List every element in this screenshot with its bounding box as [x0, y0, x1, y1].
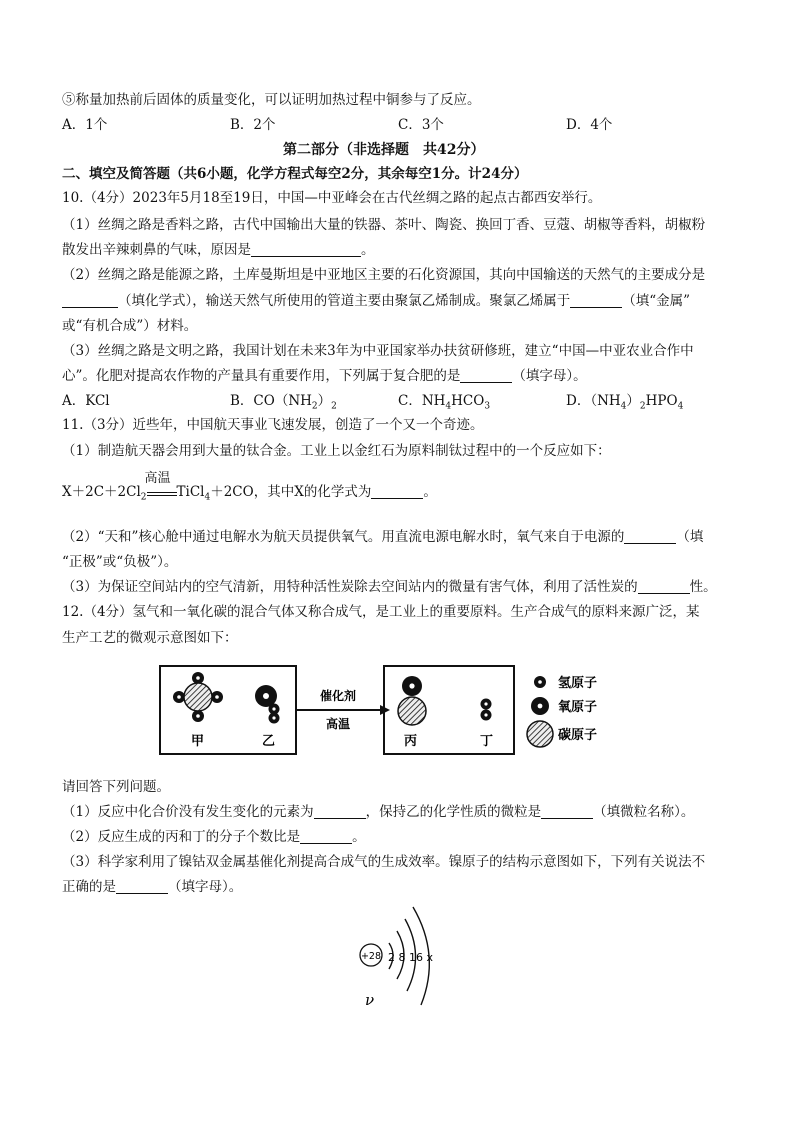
- q12-part1-text-c: （填微粒名称）。: [593, 804, 695, 820]
- prev-option-c: C．3个: [398, 117, 444, 133]
- q12-part1: [62, 802, 694, 822]
- q10-option-c-text: C．NH: [398, 393, 446, 409]
- q10-option-d-sub: 4: [620, 401, 627, 412]
- q11-answer-blank-1[interactable]: [371, 484, 423, 499]
- q10-option-d-text: D．（NH: [566, 393, 621, 409]
- part2-heading: 第二部分（非选择题 共42分）: [283, 142, 485, 158]
- q10-part2-line3: 或“有机合成”）材料。: [62, 318, 198, 334]
- q10-stem: 10.（4分）2023年5月18至19日，中国—中亚峰会在古代丝绸之路的起点古都西安举行。: [62, 190, 602, 206]
- q11-eq-right: TiCl: [176, 484, 205, 500]
- q11-part3: [62, 577, 717, 597]
- q11-eq-left-sub: 2: [140, 492, 147, 503]
- q10-part1-line2: [62, 240, 375, 260]
- q11-eq-end: 。: [423, 484, 437, 500]
- nickel-atom-diagram: [355, 905, 455, 1015]
- q11-eq-equals-sign: [147, 492, 177, 496]
- q10-answer-blank-1[interactable]: [251, 242, 361, 257]
- q12-part3-line1: （3）科学家利用了镍钴双金属基催化剂提高合成气的生成效率。镍原子的结构示意图如下，下列有关说法不: [62, 854, 706, 870]
- hydrogen-molecule: [481, 699, 492, 721]
- carbon-monoxide-molecule: [398, 676, 426, 725]
- q10-option-d-text3: HPO: [645, 393, 678, 409]
- q11-part3-text-b: 性。: [689, 579, 717, 595]
- q10-option-b-sub2: 2: [331, 401, 337, 412]
- q12-answer-blank-3[interactable]: [300, 829, 352, 844]
- q12-answer-blank-4[interactable]: [116, 879, 168, 894]
- q12-part2: [62, 827, 366, 847]
- arrow-catalyst-label: 催化剂: [320, 689, 357, 703]
- q10-part3-text-b: （填字母）。: [512, 368, 587, 384]
- q11-part2-text-b: （填: [676, 529, 704, 545]
- water-molecule: [255, 685, 280, 724]
- q10-part2-text-b: （填“金属”: [622, 293, 691, 309]
- q12-answer-blank-1[interactable]: [314, 804, 366, 819]
- q11-stem: 11.（3分）近些年，中国航天事业飞速发展，创造了一个又一个奇迹。: [62, 417, 484, 433]
- legend-carbon-icon: [527, 721, 553, 747]
- legend: [527, 675, 597, 747]
- q12-prompt: 请回答下列问题。: [62, 779, 170, 795]
- reaction-diagram: [158, 660, 628, 760]
- prev-item-5: ⑤称量加热前后固体的质量变化，可以证明加热过程中铜参与了反应。: [62, 92, 481, 108]
- q10-answer-blank-2[interactable]: [62, 293, 118, 308]
- methane-molecule: [173, 672, 223, 722]
- prev-option-a: A．1个: [62, 117, 108, 133]
- label-jia: 甲: [191, 734, 205, 749]
- q12-stem-line2: 生产工艺的微观示意图如下：: [62, 630, 238, 646]
- legend-carbon-label: 碳原子: [558, 728, 598, 743]
- q10-option-c: [398, 391, 490, 417]
- q11-part3-text-a: （3）为保证空间站内的空气清新，用特种活性炭除去空间站内的微量有害气体，利用了活性炭的: [62, 579, 638, 595]
- q11-part1: （1）制造航天器会用到大量的钛合金。工业上以金红石为原料制钛过程中的一个反应如下：: [62, 443, 611, 459]
- handwritten-mark: ν: [365, 991, 375, 1009]
- q10-option-b-sub: 2: [311, 401, 318, 412]
- part2-section-title: 二、填空及简答题（共6小题，化学方程式每空2分，其余每空1分。计24分）: [62, 166, 528, 182]
- q10-option-d-text2: ）: [626, 393, 640, 409]
- q10-answer-blank-4[interactable]: [460, 368, 512, 383]
- q10-option-d: [566, 391, 683, 417]
- arrow-temperature-label: 高温: [326, 717, 351, 731]
- prev-option-b: B．2个: [230, 117, 276, 133]
- q11-equation: [62, 471, 437, 508]
- legend-hydrogen-label: 氢原子: [558, 676, 598, 691]
- q12-part3-text-a: 正确的是: [62, 879, 116, 895]
- q11-eq-condition: 高温: [144, 471, 171, 486]
- q11-part2-line1: [62, 527, 703, 547]
- q10-option-c-sub: 4: [445, 401, 452, 412]
- q10-option-d-sub3: 4: [677, 401, 684, 412]
- q12-part1-text-a: （1）反应中化合价没有发生变化的元素为: [62, 804, 314, 820]
- q10-answer-blank-3[interactable]: [570, 293, 622, 308]
- q11-answer-blank-3[interactable]: [638, 579, 690, 594]
- q10-part3-line1: （3）丝绸之路是文明之路，我国计划在未来3年为中亚国家举办扶贫研修班，建立“中国—中亚农业合作中: [62, 343, 694, 359]
- q10-part2-line2: [62, 291, 690, 311]
- label-yi: 乙: [262, 734, 276, 749]
- q11-part2-text-a: （2）“天和”核心舱中通过电解水为航天员提供氧气。用直流电源电解水时，氧气来自于电源的: [62, 529, 625, 545]
- q10-option-d-sub2: 2: [639, 401, 646, 412]
- q10-option-b-text2: ）: [317, 393, 332, 409]
- q10-part1-text: 散发出辛辣刺鼻的气味，原因是: [62, 242, 251, 258]
- q10-option-b: [230, 391, 337, 417]
- q12-stem-line1: 12.（4分）氢气和一氧化碳的混合气体又称合成气，是工业上的重要原料。生产合成气的原料来源广泛，某: [62, 604, 700, 620]
- q10-part3-line2: [62, 366, 587, 386]
- q10-part3-text-a: 心”。化肥对提高农作物的产量具有重要作用，下列属于复合肥的是: [62, 368, 461, 384]
- q12-part1-text-b: ，保持乙的化学性质的微粒是: [365, 804, 542, 820]
- q10-part2-line1: （2）丝绸之路是能源之路，土库曼斯坦是中亚地区主要的石化资源国，其向中国输送的天然气的主要成分是: [62, 267, 706, 283]
- q10-part1-end: 。: [361, 242, 375, 258]
- q10-part2-text-a: （填化学式），输送天然气所使用的管道主要由聚氯乙烯制成。聚氯乙烯属于: [118, 293, 571, 309]
- label-bing: 丙: [404, 734, 418, 749]
- q10-option-c-text2: HCO: [451, 393, 485, 409]
- prev-option-d: D．4个: [566, 117, 613, 133]
- nucleus-charge: +28: [360, 951, 382, 962]
- q12-part2-text-b: 。: [352, 829, 366, 845]
- q11-part2-line2: “正极”或“负极”）。: [62, 554, 178, 570]
- q11-eq-left: X＋2C＋2Cl: [62, 484, 141, 500]
- q10-option-c-sub2: 3: [484, 401, 491, 412]
- legend-oxygen-label: 氧原子: [558, 700, 598, 715]
- q11-answer-blank-2[interactable]: [624, 529, 676, 544]
- electron-counts: 2 8 16 x: [388, 951, 433, 964]
- q12-answer-blank-2[interactable]: [541, 804, 593, 819]
- q10-option-a: A．KCl: [62, 393, 110, 409]
- q12-part2-text-a: （2）反应生成的丙和丁的分子个数比是: [62, 829, 301, 845]
- q11-eq-right-sub: 4: [204, 492, 211, 503]
- q12-part3-text-b: （填字母）。: [168, 879, 243, 895]
- q11-eq-arrow: [144, 471, 177, 496]
- q12-part3-line2: [62, 877, 242, 897]
- q10-option-b-text: B．CO（NH: [230, 393, 312, 409]
- q10-part1-line1: （1）丝绸之路是香料之路，古代中国输出大量的铁器、茶叶、陶瓷、换回丁香、豆蔻、胡椒等香料，胡椒粉: [62, 217, 706, 233]
- q11-eq-right2: ＋2CO，其中X的化学式为: [210, 484, 372, 500]
- label-ding: 丁: [480, 734, 494, 749]
